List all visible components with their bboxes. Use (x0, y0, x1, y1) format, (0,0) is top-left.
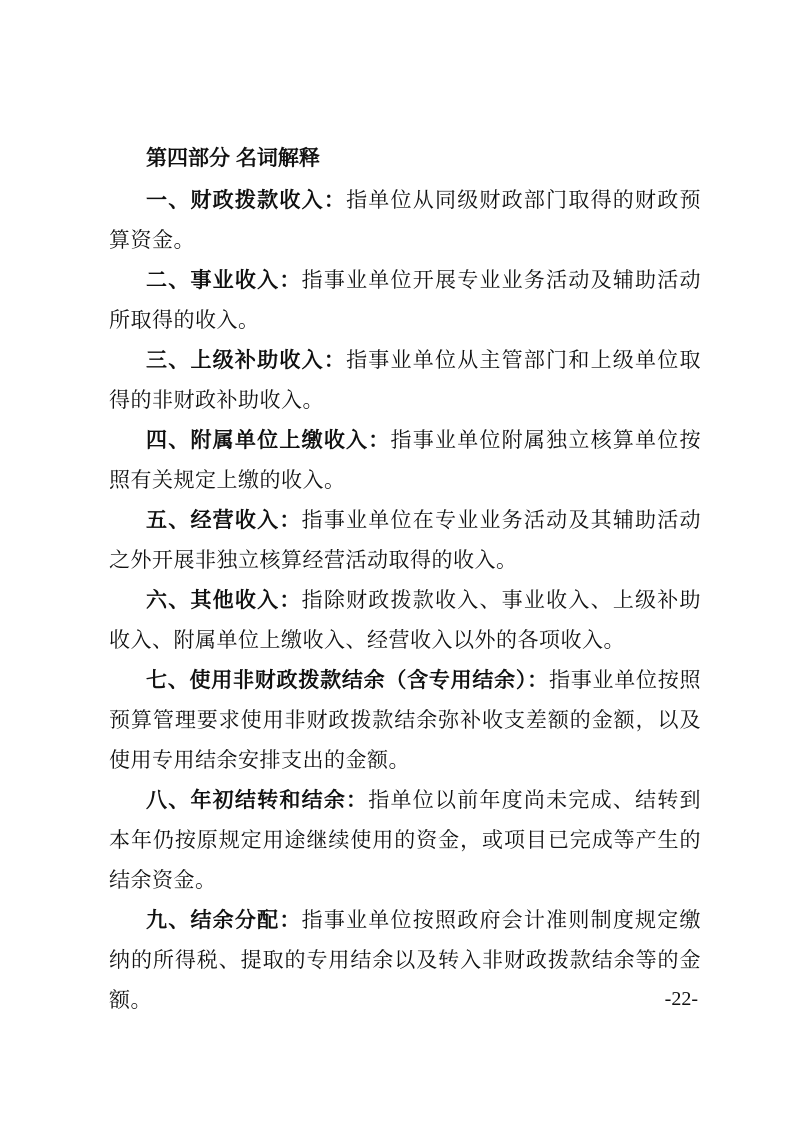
term-label: 一、财政拨款收入： (146, 188, 347, 212)
definition-paragraph-1 (109, 180, 701, 260)
term-label: 二、事业收入： (146, 268, 302, 292)
term-definition: 指单位从同级财政部门取得的财政预算资金。 (109, 188, 701, 252)
definition-paragraph-6 (109, 580, 701, 660)
term-label: 三、上级补助收入： (146, 348, 347, 372)
term-label: 七、使用非财政拨款结余（含专用结余）： (146, 668, 549, 692)
term-label: 九、结余分配： (146, 908, 302, 932)
term-definition: 指事业单位开展专业业务活动及辅助活动所取得的收入。 (109, 268, 702, 332)
term-label: 四、附属单位上缴收入： (146, 428, 391, 452)
definition-paragraph-5 (109, 500, 701, 580)
definition-paragraph-2 (109, 260, 701, 340)
definition-paragraph-3 (109, 340, 701, 420)
definition-paragraph-7 (109, 660, 701, 780)
definition-paragraph-8 (109, 780, 701, 900)
page-number: -22- (664, 988, 698, 1010)
definition-paragraph-9 (109, 900, 701, 1020)
term-definition: 指事业单位附属独立核算单位按照有关规定上缴的收入。 (109, 428, 702, 492)
term-definition: 指事业单位按照政府会计准则制度规定缴纳的所得税、提取的专用结余以及转入非财政拨款结余等的金额。 (109, 908, 702, 1012)
term-definition: 指单位以前年度尚未完成、结转到本年仍按原规定用途继续使用的资金，或项目已完成等产生的结余资金。 (109, 788, 702, 892)
definition-paragraph-4 (109, 420, 701, 500)
section-heading: 第四部分 名词解释 (146, 147, 320, 170)
term-label: 六、其他收入： (146, 588, 302, 612)
term-label: 五、经营收入： (146, 508, 302, 532)
term-definition: 指事业单位在专业业务活动及其辅助活动之外开展非独立核算经营活动取得的收入。 (109, 508, 702, 572)
term-label: 八、年初结转和结余： (146, 788, 369, 812)
term-definition: 指事业单位按照预算管理要求使用非财政拨款结余弥补收支差额的金额，以及使用专用结余安排支出的金额。 (109, 668, 702, 772)
term-definition: 指除财政拨款收入、事业收入、上级补助收入、附属单位上缴收入、经营收入以外的各项收入。 (109, 588, 702, 652)
term-definition: 指事业单位从主管部门和上级单位取得的非财政补助收入。 (109, 348, 701, 412)
document-content (109, 138, 701, 1020)
